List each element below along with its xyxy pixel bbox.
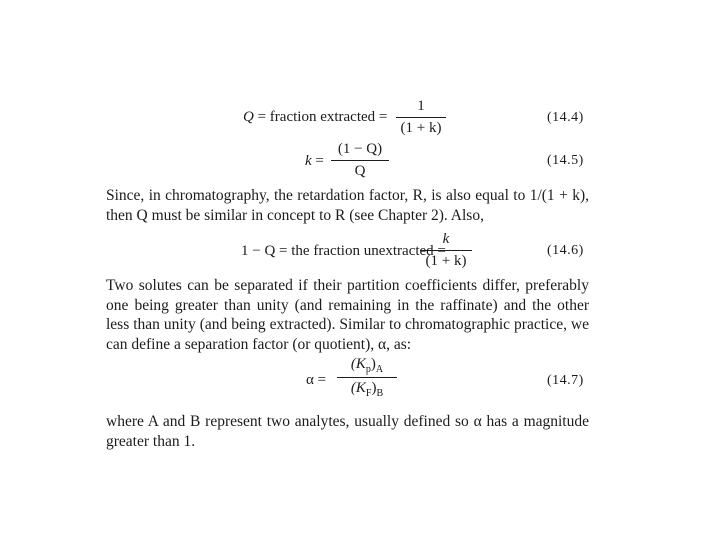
- eq-14-7-fraction: [337, 356, 397, 399]
- eq-14-7-denominator-sub: F: [365, 388, 372, 399]
- eq-14-4-numerator: 1: [417, 98, 425, 114]
- eq-14-4-lhs-text: = fraction extracted =: [253, 109, 388, 125]
- equation-14-4: [243, 109, 387, 126]
- fraction-bar: [337, 377, 397, 378]
- eq-14-4-lhs-symbol: Q: [243, 109, 254, 125]
- eq-14-7-denominator-close: ): [371, 380, 377, 396]
- eq-14-5-number: (14.5): [547, 153, 584, 168]
- paragraph-1-line-2: then Q must be similar in concept to R (see Chapter 2). Also,: [106, 206, 484, 224]
- eq-14-7-denominator: [337, 380, 397, 399]
- paragraph-3-line-2: greater than 1.: [106, 432, 196, 450]
- eq-14-6-number: (14.6): [547, 243, 584, 258]
- eq-14-7-numerator-k: (K: [350, 356, 366, 372]
- eq-14-7-number: (14.7): [547, 373, 584, 388]
- eq-14-7-numerator-close: ): [370, 356, 376, 372]
- eq-14-5-equals: =: [311, 153, 324, 169]
- eq-14-7-numerator: [337, 356, 397, 375]
- eq-14-5-denominator: Q: [354, 163, 366, 179]
- fraction-bar: [420, 250, 472, 251]
- paragraph-2: [106, 276, 589, 354]
- eq-14-6-numerator: k: [442, 231, 450, 247]
- paragraph-3-line-1: where A and B represent two analytes, usually defined so α has a magnitude: [106, 413, 589, 430]
- paragraph-3: [106, 412, 589, 451]
- eq-14-6-fraction: [420, 231, 472, 270]
- paragraph-2-line-4: can define a separation factor (or quotient), α, as:: [106, 335, 412, 353]
- eq-14-7-numerator-outer-sub: A: [375, 364, 384, 375]
- eq-14-7-lhs: α =: [306, 372, 327, 388]
- eq-14-4-denominator: (1 + k): [400, 120, 442, 136]
- eq-14-5-lhs-symbol: k: [305, 153, 312, 169]
- equation-14-6: [241, 243, 446, 260]
- paragraph-2-line-3: less than unity (and being extracted). Similar to chromatographic practice, we: [106, 316, 589, 333]
- equation-14-7: [306, 372, 326, 389]
- eq-14-7-denominator-k: (K: [350, 380, 366, 396]
- fraction-bar: [331, 160, 389, 161]
- eq-14-6-lhs: 1 − Q = the fraction unextracted =: [241, 243, 446, 259]
- eq-14-5-fraction: [331, 141, 389, 180]
- paragraph-2-line-2: one being greater than unity (and remaining in the raffinate) and the other: [106, 296, 589, 314]
- eq-14-5-numerator: (1 − Q): [337, 141, 383, 157]
- paragraph-1: [106, 186, 589, 225]
- eq-14-4-fraction: [396, 98, 446, 137]
- eq-14-4-number: (14.4): [547, 110, 584, 125]
- equation-14-5: [305, 153, 324, 170]
- paragraph-1-line-1: Since, in chromatography, the retardation factor, R, is also equal to 1/(1 + k),: [106, 187, 589, 204]
- eq-14-6-denominator: (1 + k): [425, 253, 467, 269]
- paragraph-2-line-1: Two solutes can be separated if their partition coefficients differ, preferably: [106, 277, 589, 294]
- eq-14-7-denominator-outer-sub: B: [376, 388, 384, 399]
- fraction-bar: [396, 117, 446, 118]
- eq-14-7-numerator-sub: p: [365, 364, 371, 375]
